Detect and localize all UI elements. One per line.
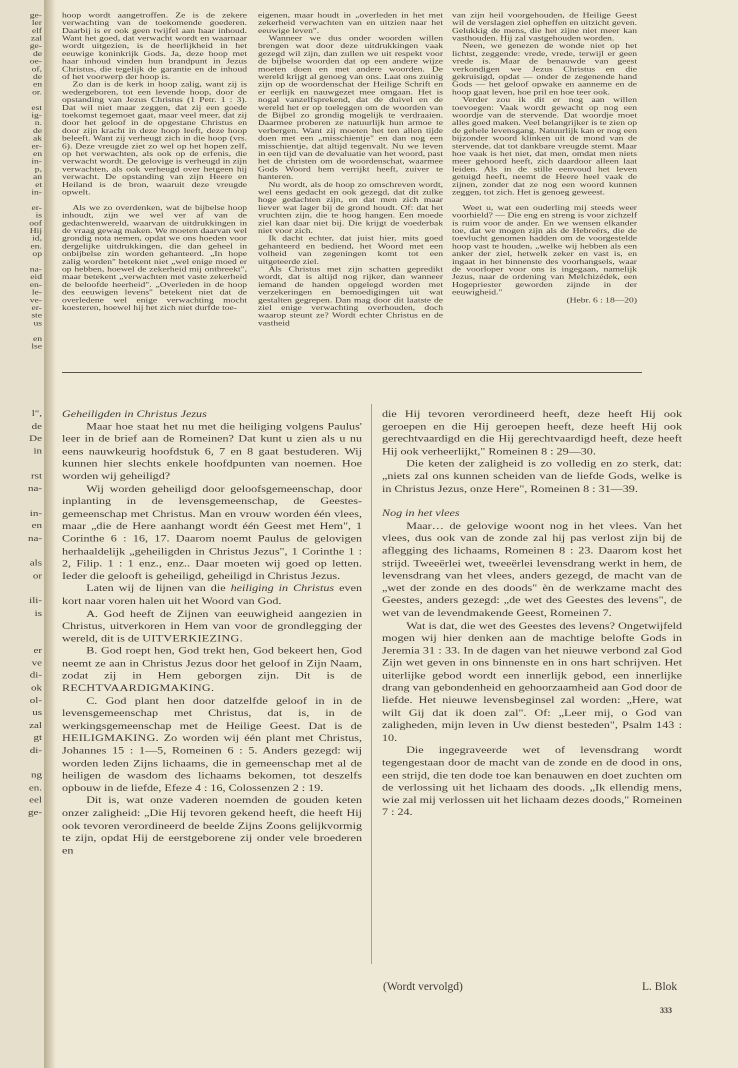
fragment-text: en- bbox=[29, 280, 42, 290]
text-run: HEILIGMAKING bbox=[62, 732, 156, 744]
text-run: Wanneer we dus onder woorden willen brengen wat door deze uitdrukkingen vaak gezegd wil zijn, dan zullen we uit respekt voor de bijbelse woorden dat op een andere wijze moeten doen en met andere woorden. De wereld krijgt al genoeg van ons. Laat ons zuinig zijn op de woordenschat der Heilige Schrift en er eerlijk en nauwgezet mee omgaan. Het is nogal vanzelfsprekend, dat de duivel en de wereld het er op toeleggen om de woorden van de Bijbel zo grondig mogelijk te verdraaien. Daarmee proberen ze natuurlijk hun armoe te verbergen. Want zij moeten het ten allen tijde doen met een „misschientje" en dan nog een misschientje, dat altijd tegenvalt. Nu we leven in een tijd van de devaluatie van het woord, past het de christen om de woordenschat, waarmee Gods Woord hem verrijkt heeft, zuiver te hanteren. bbox=[258, 34, 443, 182]
fragment-text: er- bbox=[31, 203, 42, 213]
paragraph bbox=[452, 12, 637, 43]
fragment-text bbox=[2, 620, 42, 632]
fragment-text: de bbox=[32, 126, 42, 136]
fragment-text: er- bbox=[31, 303, 42, 313]
fragment-text: de bbox=[32, 49, 42, 59]
fragment-text: id, bbox=[32, 234, 42, 243]
fragment-text: or bbox=[32, 570, 42, 581]
top-column-2 bbox=[258, 12, 443, 328]
fragment-text: in- bbox=[31, 188, 42, 197]
fragment-text: oof bbox=[29, 219, 42, 228]
fragment-text: ok bbox=[31, 683, 42, 693]
fragment-text: ili- bbox=[29, 595, 42, 606]
text-run: . Zo worden wij één plant met Christus, Johannes 15 : 1—5, Romeinen 6 : 5. Anders gezegd: wij worden leden Zijns lichaams, die in gemeenschap met al de heiligen de wasdom des lichaams bekomen, tot deszelfs opbouw in de liefde, Efeze 4 : 16, Colossenzen 2 : 19. bbox=[62, 732, 362, 794]
fragment-text: en bbox=[32, 334, 42, 344]
text-run: Nu wordt, als de hoop zo omschreven wordt, wel eens gedacht en ook gezegd, dat dit zulke hoge gedachten zijn, en dat men zich maar liever wat lager bij de grond houdt. Of: dat het vruchten zijn, die te hoog hangen. Een moede ziel kan daar niet bij. Die krijgt de voederbak niet voor zich. bbox=[258, 180, 443, 236]
paragraph bbox=[62, 81, 247, 196]
text-run: Verder zou ik dit er nog aan willen toevoegen: Vaak wordt gewacht op nog een woordje van de stervende. Dat woordje moet alles goed maken. Veel belangrijker is te zien op de gehele levensgang. Natuurlijk kan er nog een bijzonder woord klinken uit de mond van de stervende, dat tot dankbare vreugde stemt. Maar hoe vaak is het niet, dat men, omdat men niets meer gehoord heeft, zich daardoor alleen laat leiden. Als in de stille eenvoud het leven getuigd heeft, neemt de Heere heel vaak de zijnen, zonder dat ze nog een woord kunnen zeggen, tot zich. Het is genoeg geweest. bbox=[452, 95, 637, 197]
fragment-text: op bbox=[32, 249, 42, 259]
fragment-text: als bbox=[29, 558, 42, 569]
text-run: even kort naar voren halen uit het Woord van God. bbox=[62, 582, 362, 607]
fragment-text: er- bbox=[31, 142, 42, 151]
text-run: Nog in het vlees bbox=[382, 507, 460, 519]
text-run: Die ingegraveerde wet of levensdrang wordt tegengestaan door de macht van de zonde en de dood in ons, een strijd, die ten dode toe kan benauwen en doet zuchten om de verlossing uit het lichaam des doods. „Ik ellendig mens, wie zal mij verlossen uit het lichaam dezes doods," Romeinen 7 : 24. bbox=[382, 744, 682, 818]
paragraph bbox=[62, 795, 362, 857]
fragment-text bbox=[2, 633, 42, 645]
fragment-text: ge- bbox=[27, 808, 42, 818]
fragment-text: oe- bbox=[29, 57, 42, 66]
fragment-text: ste bbox=[31, 311, 42, 320]
paragraph bbox=[452, 97, 637, 197]
paragraph bbox=[452, 43, 637, 97]
top-column-3 bbox=[452, 12, 637, 305]
fragment-text: us bbox=[32, 708, 42, 718]
fragment-text: in bbox=[33, 446, 42, 456]
section-heading bbox=[62, 408, 362, 420]
paragraph bbox=[62, 695, 362, 795]
paragraph bbox=[62, 645, 362, 695]
fragment-text bbox=[2, 757, 42, 769]
text-run: Dit is, wat onze vaderen noemden de gouden keten onzer zaligheid: „Die Hij tevoren gekend heeft, die heeft Hij ook tevoren verordineerd de beelde Zijns Zoons gelijkvormig te zijn, opdat Hij de eerstgeborene zij onder vele broederen en bbox=[62, 794, 362, 856]
paragraph bbox=[62, 608, 362, 645]
fragment-text: en. bbox=[28, 783, 42, 793]
bottom-column-1 bbox=[62, 408, 362, 857]
paragraph bbox=[258, 235, 443, 266]
text-run: (Hebr. 6 : 18—20) bbox=[566, 296, 637, 305]
fragment-text: zal bbox=[29, 720, 42, 731]
previous-page-edge bbox=[0, 0, 46, 1068]
fragment-text: di- bbox=[29, 745, 42, 756]
fragment-text: en bbox=[32, 149, 42, 159]
fragment-text: ng bbox=[31, 770, 42, 781]
paragraph bbox=[62, 205, 247, 313]
top-column-1 bbox=[62, 12, 247, 312]
fragment-text: en bbox=[32, 80, 42, 89]
bottom-column-2 bbox=[382, 408, 682, 819]
section-heading bbox=[382, 507, 682, 519]
text-run: Weet u, wat een ouderling mij steeds weer voorhield? — Die eng en streng is voor zichzelf is ruim voor de ander. En we wensen elkander toe, dat we mogen zijn als de Hebreërs, die de toevlucht genomen hadden om de voorgestelde hoop vast te houden, „welke wij hebben als een anker der ziel, hetwelk zeker en vast is, en ingaat in het binnenste des voorhangsels, waar de voorloper voor ons is ingegaan, namelijk Jezus, naar de ordening van Melchizédek, een Hogepriester geworden zijnde in der eeuwigheid." bbox=[452, 203, 637, 297]
paragraph bbox=[382, 408, 682, 458]
fragment-text: in- bbox=[31, 157, 42, 166]
fragment-text: en bbox=[31, 521, 42, 531]
fragment-text: De bbox=[29, 433, 42, 444]
text-run: Neen, we genezen de wonde niet op het lichtst, zeggende: vrede, vrede, terwijl er geen vrede is. Maar de benauwde van geest verkondigen we Jezus Christus en die gekruisigd, opdat — onder de zegenende hand Gods — het geloof opwake en aanneme en de hoop gaat leven, hoe pril en hoe teer ook. bbox=[452, 42, 637, 97]
column-divider bbox=[371, 404, 372, 964]
fragment-text: ak bbox=[32, 134, 42, 143]
text-run: Wij worden geheiligd door geloofsgemeenschap, door inplanting in de levensgemeenschap, de Geestes-gemeenschap met Christus. Man en vrouw worden één vlees, maar „die de Here aanhangt wordt één Geest met Hem", 1 Corinthe 6 : 16, 17. Daarom noemt Paulus de gelovigen herhaaldelijk „geheiligden in Christus Jezus", 1 Corinthe 1 : 2, Filip. 1 : 1 enz., enz.. Daar moeten wij goed op letten. Ieder die gelooft is geheiligd, geheiligd in Christus Jezus. bbox=[62, 482, 362, 582]
author-signature: L. Blok bbox=[642, 981, 678, 993]
fragment-text: in- bbox=[29, 508, 42, 519]
paragraph bbox=[382, 520, 682, 620]
binding-gutter bbox=[44, 0, 56, 1068]
fragment-text: et bbox=[35, 180, 42, 190]
fragment-text bbox=[2, 495, 42, 507]
fragment-text: p, bbox=[34, 165, 42, 174]
fragment-text bbox=[2, 458, 42, 470]
fragment-text: is bbox=[34, 608, 42, 618]
fragment-text: na- bbox=[27, 533, 42, 544]
fragment-text: is bbox=[35, 211, 42, 220]
text-run: Wat is dat, die wet des Geestes des levens? Ongetwijfeld mogen wij hier denken aan de machtige belofte Gods in Jeremia 31 : 33. In de dagen van het nieuwe verbond zal God Zijn wet geven in ons binnenste en in ons hart schrijven. Het uiterlijke gebod wordt een innerlijk gebod, een innerlijke drang van gebondenheid en gehoorzaamheid aan God door de liefde. Het nieuwe levensbeginsel zal worden: „Here, wat wilt Gij dat ik doen zal". Of: „Leer mij, o God van zaligheden, mijn leven in Uw dienst besteden", Psalm 143 : 10. bbox=[382, 619, 682, 744]
text-run: Als we zo overdenken, wat de bijbelse hoop inhoudt, zijn we wel ver af van de gedachtenwereld, waarvan de uitdrukkingen in de vraag gewag maken. We moeten daarvan wel grondig nota nemen, opdat we ons hoeden voor dergelijke uitdrukkingen, die dan geheel in onbijbelse zin worden gehanteerd. „In hope zalig worden" betekent niet „wel enige moed er op hebben, hoewel de zekerheid mij ontbreekt", maar betekent „verwachten met vaste zekerheid de beloofde heerheid". „Overleden in de hoop des eeuwigen levens" betekent niet dat de overledene wel enige verwachting mocht koesteren, hoewel hij het zich niet durfde toe- bbox=[62, 203, 247, 313]
fragment-text: de bbox=[32, 72, 42, 82]
text-run: heiliging in Christus bbox=[230, 582, 335, 594]
fragment-text: of, bbox=[31, 65, 42, 74]
text-run: Laten wij de lijnen van die bbox=[86, 582, 231, 594]
page-number: 333 bbox=[660, 1006, 672, 1015]
fragment-text: rst bbox=[31, 471, 42, 481]
fragment-text: an bbox=[32, 172, 42, 182]
text-run: UITVERKIEZING bbox=[142, 632, 240, 644]
text-run: Maar… de gelovige woont nog in het vlees. Van het vlees, dus ook van de zonde zal hij pas verlost zijn bij de aflegging des lichaams, Romeinen 8 : 23. Daarom kost het strijd. Tweeërlei wet, tweeërlei levensdrang werkt in hem, de levensdrang van het vlees, anders gezegd, de macht van de „wet der zonde en des doods" èn de werkzame macht des Geestes, anders gezegd: „de wet des Geestes des levens", de wet van de levendmakende Geest, Romeinen 7. bbox=[382, 519, 682, 619]
text-run: Geheiligden in Christus Jezus bbox=[62, 408, 207, 420]
text-run: eigenen, maar houdt in „overleden in het met zekerheid verwachten van en uitzien naar het eeuwige leven". bbox=[258, 11, 443, 36]
fragment-text: na- bbox=[27, 483, 42, 494]
fragment-text: ve bbox=[31, 658, 42, 668]
text-run: Die keten der zaligheid is zo volledig en zo sterk, dat: „niets zal ons kunnen scheiden van de liefde Gods, welke is in Christus Jezus, onze Here", Romeinen 8 : 31—39. bbox=[382, 457, 682, 495]
fragment-text: est bbox=[31, 103, 42, 113]
fragment-text bbox=[2, 545, 42, 557]
paragraph bbox=[62, 12, 247, 81]
fragment-text: ge- bbox=[29, 42, 42, 51]
paragraph bbox=[258, 266, 443, 328]
section-divider bbox=[62, 372, 642, 373]
paragraph bbox=[258, 12, 443, 35]
fragment-text: le- bbox=[31, 288, 42, 297]
fragment-text: eid bbox=[30, 273, 42, 282]
fragment-text: n. bbox=[34, 119, 42, 128]
paragraph bbox=[382, 620, 682, 745]
fragment-text bbox=[2, 583, 42, 595]
fragment-text: de bbox=[31, 421, 42, 431]
previous-page-fragments-top bbox=[2, 12, 42, 351]
fragment-text: us bbox=[33, 319, 42, 328]
text-run: Maar hoe staat het nu met die heiliging volgens Paulus' leer in de brief aan de Romeinen? Dat kunt u zien als u nu eens nauwkeurig hoofdstuk 6, 7 en 8 gaat bestuderen. Wij kunnen hier slechts enkele hoofdpunten van noemen. Hoe worden wij geheiligd? bbox=[62, 420, 362, 482]
text-run: RECHTVAARDIGMAKING bbox=[62, 682, 211, 694]
text-run: Als Christus met zijn schatten gepredikt wordt, dat is altijd nog rijker, dan wanneer iemand de handen opgelegd worden met verzekeringen en bemoedigingen uit wat gestalten gegrepen. Dan mag door dit laatste de ziel enige verwachting overhouden, doch waarop steunt ze? Wordt echter Christus en de vastheid bbox=[258, 265, 443, 328]
fragment-text: di- bbox=[29, 670, 42, 681]
fragment-text: er bbox=[33, 645, 42, 656]
text-run: die Hij tevoren verordineerd heeft, deze heeft Hij ook geroepen en die Hij geroepen heeft, deze heeft Hij ook gerechtvaardigd en die Hij gerechtvaardigd heeft, deze heeft Hij ook verheerlijkt," Romeinen 8 : 29—30. bbox=[382, 408, 682, 457]
fragment-text: ol- bbox=[29, 695, 42, 706]
paragraph bbox=[258, 181, 443, 235]
text-run: A. God heeft de Zijnen van eeuwigheid aangezien in Christus, uitverkoren in Hem van voor de grondlegging der wereld, dit is de bbox=[62, 607, 362, 644]
text-run: van zijn heil voorgehouden, de Heilige Geest wil de verslagen ziel opheffen en uitzicht geven. Gelukkig de mens, die het zijne niet meer kan vasthouden. Hij zal vastgehouden worden. bbox=[452, 11, 637, 43]
fragment-text: Hij bbox=[29, 226, 42, 236]
text-run: . bbox=[239, 632, 243, 644]
fragment-text: na- bbox=[29, 265, 42, 274]
text-run: B. God roept hen, God trekt hen, God bekeert hen, God neemt ze aan in Christus Jezus door het geloof in Zijn Naam, zodat zij in Hem geborgen zijn. Dit is de bbox=[62, 645, 362, 682]
fragment-text: elf bbox=[31, 26, 42, 36]
paragraph bbox=[382, 458, 682, 495]
text-run: C. God plant hen door datzelfde geloof in in de levensgemeenschap met Christus, dat is, in de werkingsgemeenschap met de Heilige Geest. Dat is de bbox=[62, 694, 362, 732]
to-be-continued: (Wordt vervolgd) bbox=[383, 981, 463, 993]
fragment-text: lse bbox=[31, 342, 42, 351]
paragraph bbox=[452, 205, 637, 297]
fragment-text: zal bbox=[30, 34, 42, 43]
fragment-text: ge- bbox=[29, 11, 42, 20]
paragraph bbox=[62, 583, 362, 608]
previous-page-fragments-bottom bbox=[2, 408, 42, 820]
text-run: Zo dan is de kerk in hoop zalig, want zij is wedergeboren, tot een levende hoop, door de opstanding van Jezus Christus (1 Petr. 1 : 3). Dat wil niet maar zeggen, dat zij een goede toekomst tegemoet gaat, maar veel meer, dat zij door het geloof in de opgestane Christus en door zijn kracht in deze hoop leeft, deze hoop beleeft. Want zij verheugt zich in die hoop (vrs. 6). Deze vreugde ziet zo wel op het hopen zelf, op het verwachten, als ook op de erfenis, die verwacht wordt. De gelovige is verheugd in zijn verwachten, als ook verheugd over hetgeen hij verwacht. De opstanding van zijn Heere en Heiland is de bron, waaruit deze vreugde opwelt. bbox=[62, 80, 247, 197]
paragraph bbox=[258, 35, 443, 181]
paragraph bbox=[382, 744, 682, 819]
text-run: . bbox=[210, 682, 214, 694]
fragment-text: en. bbox=[30, 242, 42, 251]
paragraph bbox=[452, 297, 637, 305]
fragment-text: gt bbox=[33, 733, 42, 743]
paragraph bbox=[62, 420, 362, 482]
text-run: Ik dacht echter, dat juist hier, mits goed gehanteerd en bediend, het Woord met een volheid van zegeningen komt tot een uitgeteerde ziel. bbox=[258, 234, 443, 267]
fragment-text: ler bbox=[31, 18, 42, 28]
fragment-text: eel bbox=[29, 795, 42, 806]
fragment-text: ig- bbox=[31, 111, 42, 120]
fragment-text: or. bbox=[32, 88, 42, 97]
text-run: hoop wordt aangetroffen. Ze is de zekere verwachting van de toekomende goederen. Daarbij is er ook geen twijfel aan haar inhoud. Want het goed, dat verwacht wordt en waarnaar wordt uitgezien, is de heerlijkheid in het eeuwige koninkrijk Gods. Ja, deze hoop met haar inhoud vinden hun brandpunt in Jezus Christus, die tegelijk de garantie en de inhoud of het voorwerp der hoop is. bbox=[62, 11, 247, 82]
fragment-text: ve- bbox=[29, 296, 42, 305]
fragment-text: l", bbox=[31, 408, 42, 419]
paragraph bbox=[62, 483, 362, 583]
